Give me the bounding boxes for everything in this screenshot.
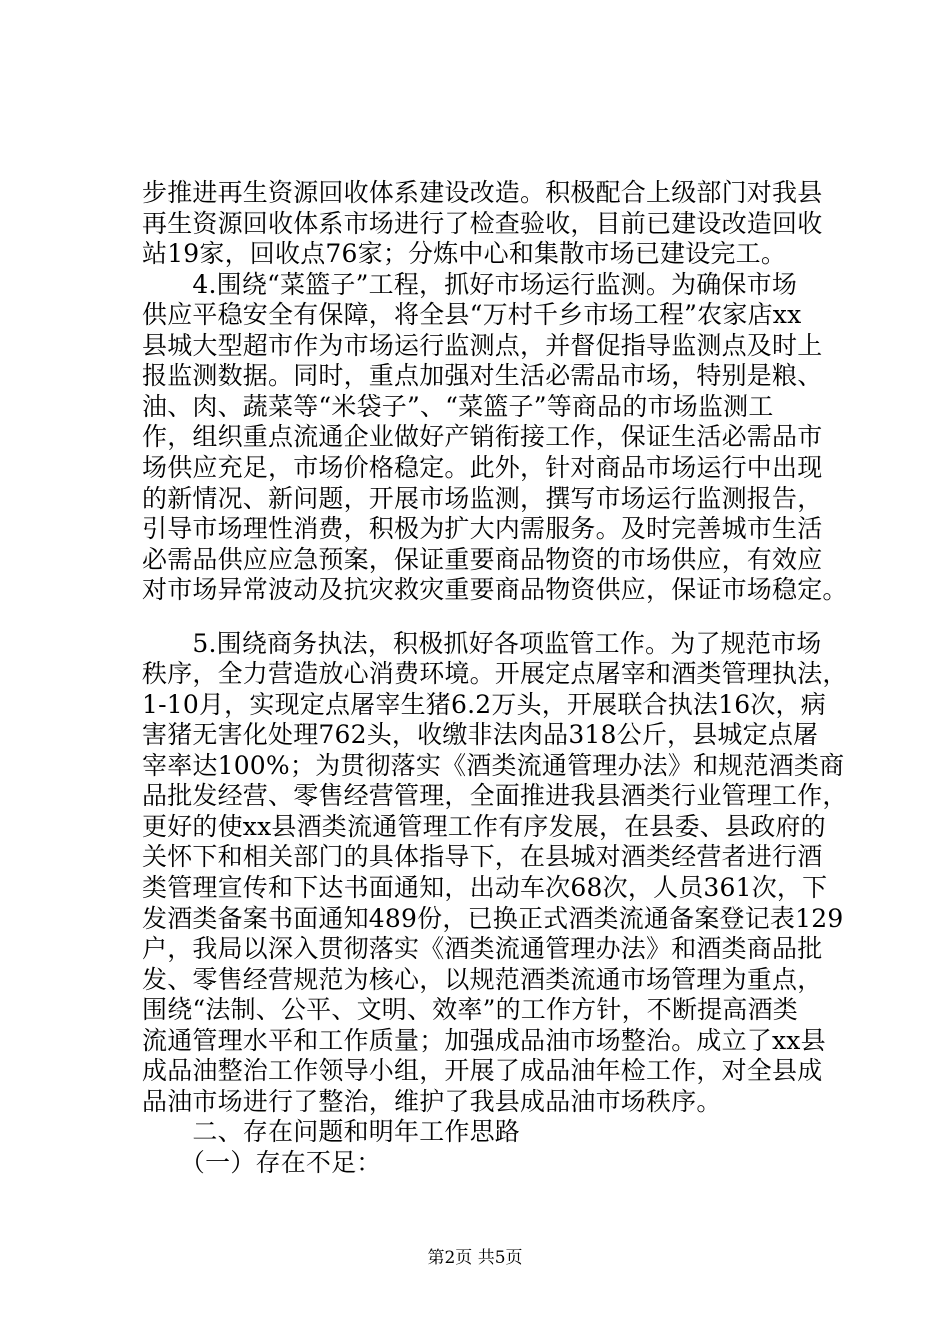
text-line: 4.围绕“菜篮子”工程，抓好市场运行监测。为确保市场: [142, 270, 798, 299]
text-line: 户，我局以深入贯彻落实《酒类流通管理办法》和酒类商品批: [142, 934, 823, 963]
text-line: 县城大型超市作为市场运行监测点，并督促指导监测点及时上: [142, 331, 823, 360]
text-line: 站19家，回收点76家；分炼中心和集散市场已建设完工。: [142, 239, 787, 268]
text-line: 的新情况、新问题，开展市场监测，撰写市场运行监测报告，: [142, 484, 823, 513]
text-line: 引导市场理性消费，积极为扩大内需服务。及时完善城市生活: [142, 514, 823, 543]
text-line: 围绕“法制、公平、文明、效率”的工作方针，不断提高酒类: [142, 995, 798, 1024]
text-line: 对市场异常波动及抗灾救灾重要商品物资供应，保证市场稳定。: [142, 575, 848, 604]
text-line: 场供应充足，市场价格稳定。此外，针对商品市场运行中出现: [142, 453, 823, 482]
text-line: 二、存在问题和明年工作思路: [142, 1117, 521, 1146]
text-line: 害猪无害化处理762头，收缴非法肉品318公斤，县城定点屠: [142, 720, 819, 749]
text-line: 必需品供应应急预案，保证重要商品物资的市场供应，有效应: [142, 545, 823, 574]
text-line: 类管理宣传和下达书面通知，出动车次68次，人员361次，下: [142, 873, 828, 902]
text-line: 宰率达100%；为贯彻落实《酒类流通管理办法》和规范酒类商: [142, 751, 845, 780]
page-number-footer: 第2页 共5页: [427, 1248, 523, 1268]
text-line: 更好的使xx县酒类流通管理工作有序发展，在县委、县政府的: [142, 812, 826, 841]
text-line: 油、肉、蔬菜等“米袋子”、“菜篮子”等商品的市场监测工: [142, 392, 774, 421]
text-line: 成品油整治工作领导小组，开展了成品油年检工作，对全县成: [142, 1056, 823, 1085]
text-line: 秩序，全力营造放心消费环境。开展定点屠宰和酒类管理执法，: [142, 659, 848, 688]
text-line: 品油市场进行了整治，维护了我县成品油市场秩序。: [142, 1087, 722, 1116]
text-line: 步推进再生资源回收体系建设改造。积极配合上级部门对我县: [142, 178, 823, 207]
text-line: 发、零售经营规范为核心，以规范酒类流通市场管理为重点，: [142, 965, 823, 994]
text-line: 再生资源回收体系市场进行了检查验收，目前已建设改造回收: [142, 209, 823, 238]
text-line: 5.围绕商务执法，积极抓好各项监管工作。为了规范市场: [142, 629, 822, 658]
text-line: 品批发经营、零售经营管理，全面推进我县酒类行业管理工作，: [142, 781, 848, 810]
text-line: 发酒类备案书面通知489份，已换正式酒类流通备案登记表129: [142, 904, 844, 933]
text-line: （一）存在不足：: [142, 1148, 382, 1177]
text-line: 报监测数据。同时，重点加强对生活必需品市场，特别是粮、: [142, 361, 823, 390]
text-line: 流通管理水平和工作质量；加强成品油市场整治。成立了xx县: [142, 1026, 826, 1055]
text-line: 供应平稳安全有保障，将全县“万村千乡市场工程”农家店xx: [142, 300, 802, 329]
text-line: 关怀下和相关部门的具体指导下，在县城对酒类经营者进行酒: [142, 842, 823, 871]
text-line: 作，组织重点流通企业做好产销衔接工作，保证生活必需品市: [142, 422, 823, 451]
text-line: 1-10月，实现定点屠宰生猪6.2万头，开展联合执法16次，病: [142, 690, 826, 719]
